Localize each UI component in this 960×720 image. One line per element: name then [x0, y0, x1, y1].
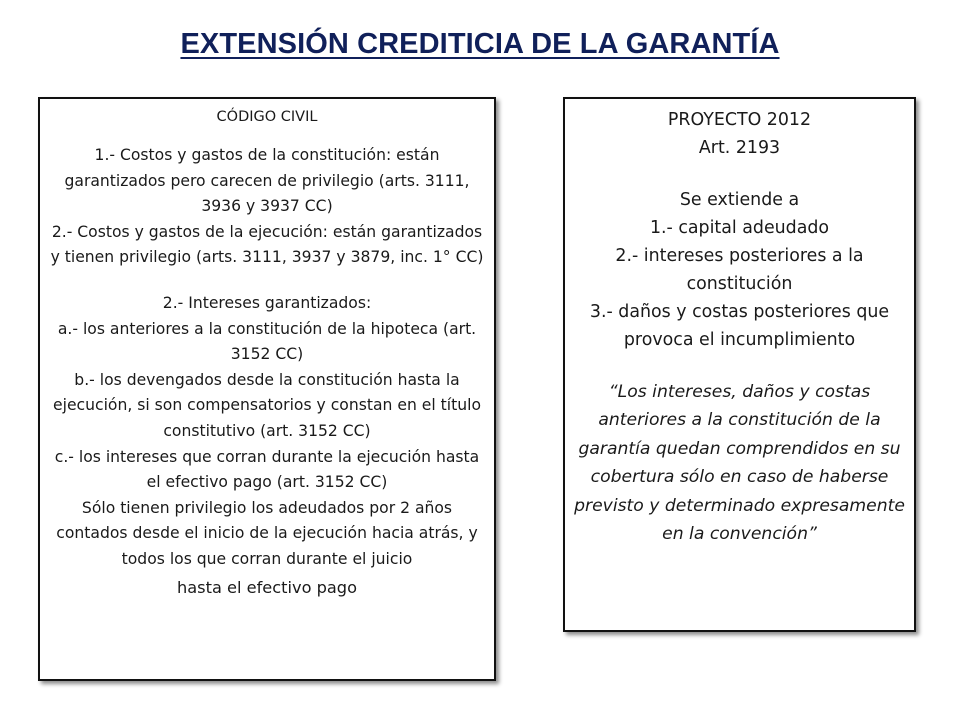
proyecto-item-intereses: 2.- intereses posteriores a la constitución [615, 246, 864, 294]
proyecto-quote: “Los intereses, daños y costas anteriores a la constitución de la garantía quedan comprendidos en su cobertura sólo en caso de haberse previsto y determinado expresamente en la convención” [574, 382, 905, 545]
cc-item-intereses-heading: 2.- Intereses garantizados: [162, 293, 372, 312]
codigo-civil-box [38, 97, 496, 681]
spacer [571, 354, 908, 378]
proyecto-item-danos: 3.- daños y costas posteriores que provoca el incumplimiento [589, 302, 890, 350]
cc-item-costos-ejecucion: 2.- Costos y gastos de la ejecución: están garantizados y tienen privilegio (arts. 3111, 3937 y 3879, inc. 1° CC) [50, 222, 484, 267]
codigo-civil-heading: CÓDIGO CIVIL [216, 109, 318, 125]
spacer [571, 162, 908, 186]
cc-item-intereses-c: c.- los intereses que corran durante la ejecución hasta el efectivo pago (art. 3152 CC) [54, 447, 480, 492]
cc-privilege-end: hasta el efectivo pago [177, 577, 357, 597]
cc-item-intereses-b: b.- los devengados desde la constitución hasta la ejecución, si son compensatorios y constan en el título constitutivo (art. 3152 CC) [53, 370, 481, 440]
proyecto-intro: Se extiende a [679, 190, 800, 210]
page-title [0, 28, 960, 61]
cc-item-costos-constitucion: 1.- Costos y gastos de la constitución: están garantizados pero carecen de privilegio (arts. 3111, 3936 y 3937 CC) [64, 146, 470, 216]
page-title-text: EXTENSIÓN CREDITICIA DE LA GARANTÍA [180, 28, 780, 60]
proyecto-2012-box [563, 97, 916, 632]
proyecto-article: Art. 2193 [698, 138, 781, 158]
spacer [50, 271, 484, 291]
proyecto-item-capital: 1.- capital adeudado [649, 218, 830, 238]
cc-item-intereses-a: a.- los anteriores a la constitución de la hipoteca (art. 3152 CC) [57, 319, 477, 364]
cc-privilege-text: Sólo tienen privilegio los adeudados por 2 años contados desde el inicio de la ejecución hacia atrás, y todos los que corran durante el juicio [56, 498, 478, 568]
proyecto-heading: PROYECTO 2012 [667, 110, 812, 130]
